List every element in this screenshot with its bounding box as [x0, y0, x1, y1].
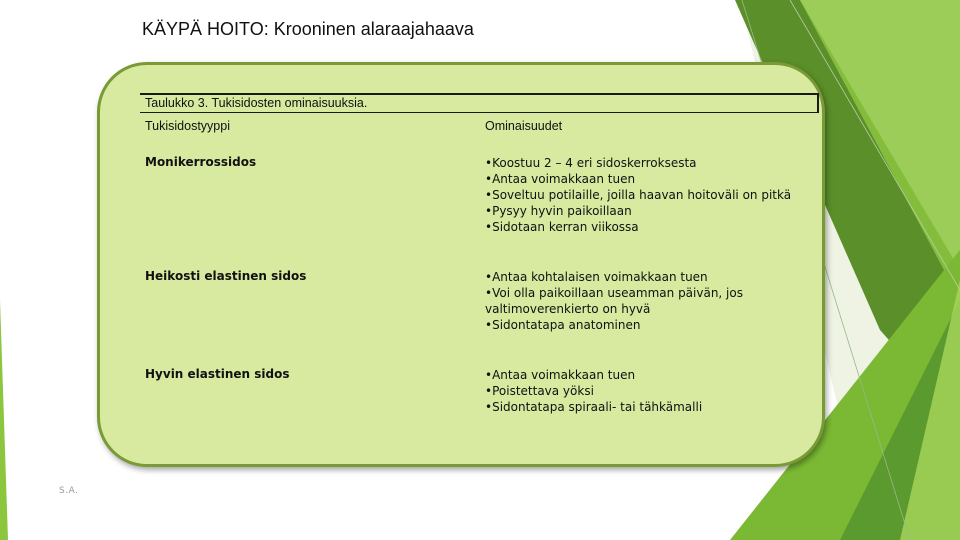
property-item: •Soveltuu potilaille, joilla haavan hoitoväli on pitkä — [485, 188, 792, 202]
row-properties-list — [485, 367, 702, 415]
row-properties-list — [485, 155, 791, 235]
left-green-wedge — [0, 300, 8, 540]
footer-initials: S.A. — [59, 486, 79, 496]
row-type-label: Hyvin elastinen sidos — [145, 367, 290, 381]
property-item: •Koostuu 2 – 4 eri sidoskerroksesta — [485, 156, 697, 170]
table-caption: Taulukko 3. Tukisidosten ominaisuuksia. — [145, 96, 368, 110]
property-item: •Antaa kohtalaisen voimakkaan tuen — [485, 270, 708, 284]
column-header-type: Tukisidostyyppi — [145, 119, 230, 133]
property-item: valtimoverenkierto on hyvä — [485, 302, 651, 316]
property-item: •Sidontatapa spiraali- tai tähkämalli — [485, 400, 703, 414]
property-item: •Antaa voimakkaan tuen — [485, 368, 636, 382]
property-item: •Voi olla paikoillaan useamman päivän, jos — [485, 286, 743, 300]
row-properties-list — [485, 269, 743, 333]
property-item: •Poistettava yöksi — [485, 384, 594, 398]
property-item: •Sidotaan kerran viikossa — [485, 220, 639, 234]
row-type-label: Monikerrossidos — [145, 155, 257, 169]
row-type-label: Heikosti elastinen sidos — [145, 269, 307, 283]
property-item: •Pysyy hyvin paikoillaan — [485, 204, 632, 218]
column-header-properties: Ominaisuudet — [485, 119, 563, 133]
property-item: •Sidontatapa anatominen — [485, 318, 641, 332]
property-item: •Antaa voimakkaan tuen — [485, 172, 636, 186]
slide-title: KÄYPÄ HOITO: Krooninen alaraajahaava — [142, 19, 474, 39]
